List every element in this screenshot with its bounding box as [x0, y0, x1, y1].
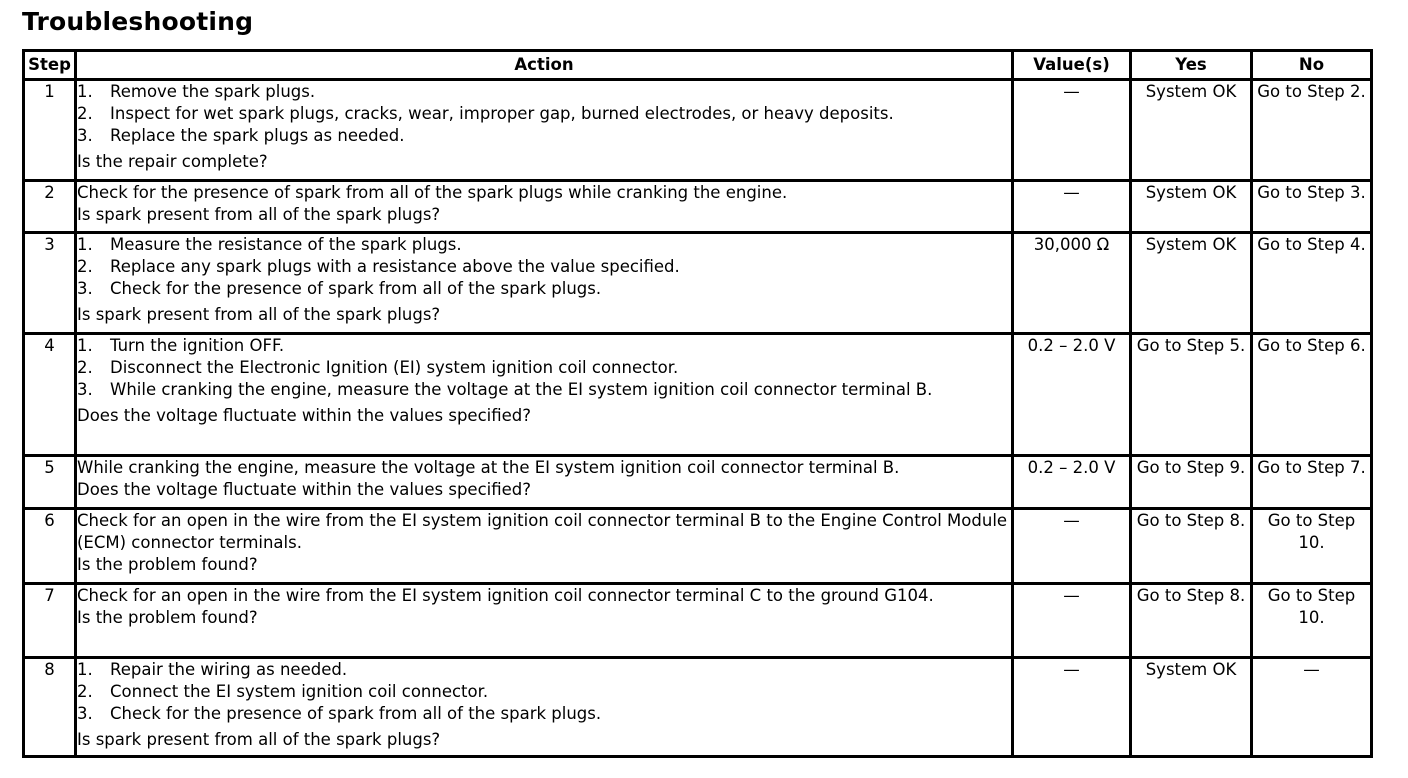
- list-item: 2. Disconnect the Electronic Ignition (EI) system ignition coil connector.: [77, 358, 679, 377]
- value-cell: 0.2 – 2.0 V: [1014, 335, 1132, 457]
- action-cell: [77, 457, 1014, 510]
- yes-cell: System OK: [1132, 234, 1253, 335]
- action-question: Does the voltage fluctuate within the values specified?: [77, 480, 532, 499]
- step-number: 2: [25, 182, 77, 234]
- list-item: 2. Connect the EI system ignition coil connector.: [77, 682, 489, 701]
- action-text: Check for an open in the wire from the EI system ignition coil connector terminal B to the Engine Control Module (ECM) connector terminals.: [77, 511, 1008, 552]
- list-item: 3. Replace the spark plugs as needed.: [77, 126, 405, 145]
- no-cell: Go to Step 10.: [1253, 585, 1373, 659]
- list-item: 1. Measure the resistance of the spark plugs.: [77, 235, 462, 254]
- list-item: 2. Inspect for wet spark plugs, cracks, wear, improper gap, burned electrodes, or heavy deposits.: [77, 104, 894, 123]
- troubleshooting-table: [22, 49, 1373, 758]
- action-question: Is the repair complete?: [77, 152, 268, 171]
- action-text: Check for an open in the wire from the EI system ignition coil connector terminal C to the ground G104.: [77, 586, 934, 605]
- yes-cell: Go to Step 8.: [1132, 510, 1253, 585]
- action-cell: [77, 234, 1014, 335]
- step-number: 5: [25, 457, 77, 510]
- value-cell: —: [1014, 585, 1132, 659]
- table-row: [25, 659, 1373, 758]
- action-question: Does the voltage fluctuate within the values specified?: [77, 406, 532, 425]
- value-cell: —: [1014, 81, 1132, 182]
- no-cell: —: [1253, 659, 1373, 758]
- action-text: Check for the presence of spark from all of the spark plugs while cranking the engine.: [77, 183, 788, 202]
- list-item: 1. Turn the ignition OFF.: [77, 336, 285, 355]
- step-number: 1: [25, 81, 77, 182]
- action-question: Is the problem found?: [77, 555, 258, 574]
- table-header-row: [25, 52, 1373, 81]
- list-item: 1. Repair the wiring as needed.: [77, 660, 348, 679]
- header-no: No: [1253, 52, 1373, 81]
- table-row: [25, 457, 1373, 510]
- list-item: 3. While cranking the engine, measure the voltage at the EI system ignition coil connector terminal B.: [77, 380, 933, 399]
- yes-cell: Go to Step 5.: [1132, 335, 1253, 457]
- yes-cell: System OK: [1132, 81, 1253, 182]
- list-item: 3. Check for the presence of spark from all of the spark plugs.: [77, 704, 602, 723]
- action-question: Is spark present from all of the spark plugs?: [77, 205, 441, 224]
- yes-cell: System OK: [1132, 659, 1253, 758]
- yes-cell: Go to Step 9.: [1132, 457, 1253, 510]
- table-row: [25, 81, 1373, 182]
- action-cell: [77, 182, 1014, 234]
- action-cell: [77, 81, 1014, 182]
- step-number: 3: [25, 234, 77, 335]
- list-item: 1. Remove the spark plugs.: [77, 82, 316, 101]
- page-title: Troubleshooting: [22, 7, 254, 36]
- header-action: Action: [77, 52, 1014, 81]
- action-list: [77, 659, 1011, 725]
- list-item: 2. Replace any spark plugs with a resistance above the value specified.: [77, 257, 680, 276]
- no-cell: Go to Step 2.: [1253, 81, 1373, 182]
- header-values: Value(s): [1014, 52, 1132, 81]
- no-cell: Go to Step 3.: [1253, 182, 1373, 234]
- header-yes: Yes: [1132, 52, 1253, 81]
- yes-cell: Go to Step 8.: [1132, 585, 1253, 659]
- step-number: 6: [25, 510, 77, 585]
- value-cell: —: [1014, 659, 1132, 758]
- header-step: Step: [25, 52, 77, 81]
- step-number: 8: [25, 659, 77, 758]
- action-list: [77, 234, 1011, 300]
- action-cell: [77, 510, 1014, 585]
- table-row: [25, 510, 1373, 585]
- table-row: [25, 335, 1373, 457]
- action-cell: [77, 335, 1014, 457]
- step-number: 7: [25, 585, 77, 659]
- yes-cell: System OK: [1132, 182, 1253, 234]
- action-cell: [77, 659, 1014, 758]
- table-row: [25, 585, 1373, 659]
- action-cell: [77, 585, 1014, 659]
- value-cell: —: [1014, 510, 1132, 585]
- table-row: [25, 234, 1373, 335]
- action-question: Is spark present from all of the spark plugs?: [77, 730, 441, 749]
- action-question: Is the problem found?: [77, 608, 258, 627]
- table-row: [25, 182, 1373, 234]
- no-cell: Go to Step 7.: [1253, 457, 1373, 510]
- action-question: Is spark present from all of the spark plugs?: [77, 305, 441, 324]
- value-cell: —: [1014, 182, 1132, 234]
- list-item: 3. Check for the presence of spark from all of the spark plugs.: [77, 279, 602, 298]
- action-list: [77, 335, 1011, 401]
- value-cell: 0.2 – 2.0 V: [1014, 457, 1132, 510]
- action-text: While cranking the engine, measure the voltage at the EI system ignition coil connector terminal B.: [77, 458, 900, 477]
- no-cell: Go to Step 10.: [1253, 510, 1373, 585]
- no-cell: Go to Step 4.: [1253, 234, 1373, 335]
- value-cell: 30,000 Ω: [1014, 234, 1132, 335]
- no-cell: Go to Step 6.: [1253, 335, 1373, 457]
- step-number: 4: [25, 335, 77, 457]
- action-list: [77, 81, 1011, 147]
